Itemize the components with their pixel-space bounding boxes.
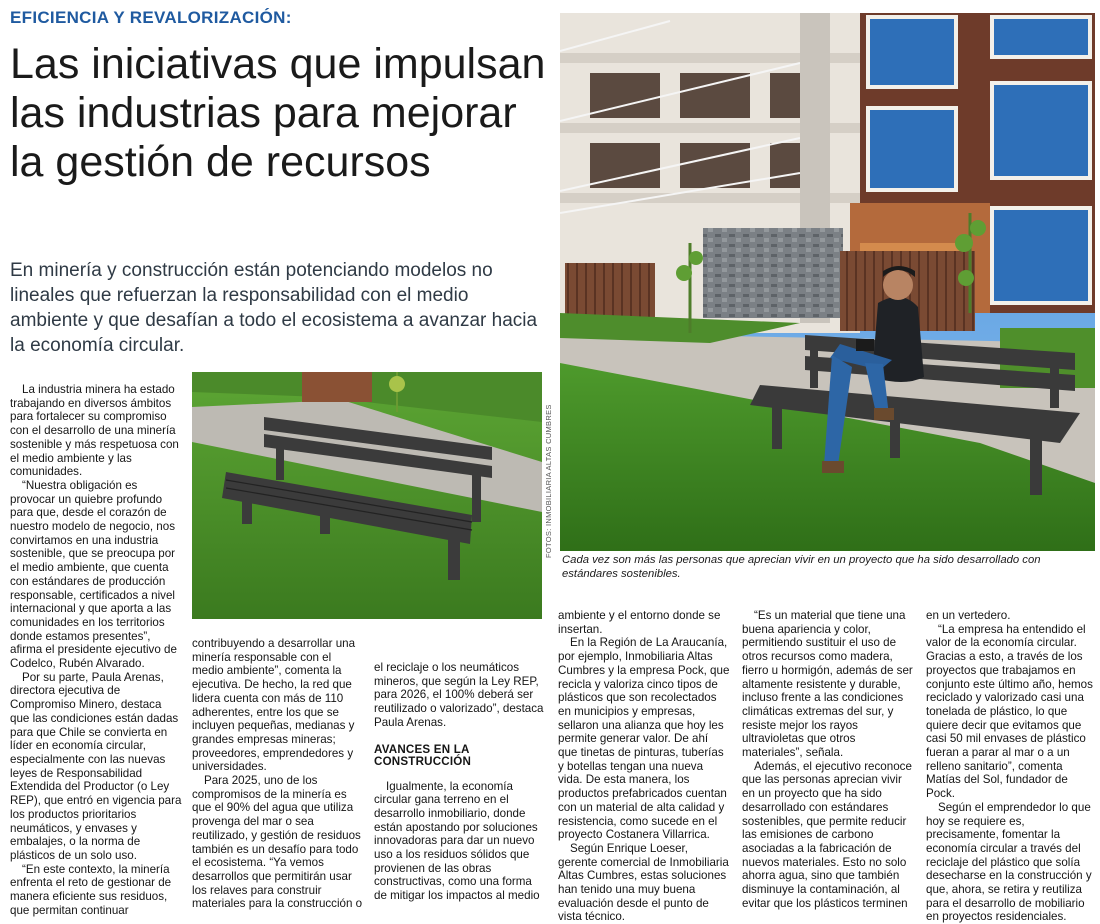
paragraph: “La empresa ha entendido el valor de la economía circular. Gracias a esto, a través de los proyectos que trabajamos en conjunto este último año, hemos reciclado y valorizado casi una tonelada de plástico, lo que quiere decir que evitamos que casi 50 mil envases de plástico fueran a parar al mar o a un relleno sanitario”, comenta Matías del Sol, fundador de Pock. — [926, 622, 1093, 801]
main-photo-caption: Cada vez son más las personas que aprecian vivir en un proyecto que ha sido desarrollado con estándares sostenibles. — [562, 554, 1041, 580]
paragraph: Para 2025, uno de los compromisos de la minería es que el 90% del agua que utiliza provenga del mar o sea reutilizado, y gestión de residuos también es un desafío para todo el ecosistema. “Ya vemos desarrollos que permitirán usar los relaves para construir materiales para la construcción o — [192, 774, 363, 911]
column-5 — [742, 609, 914, 910]
photo-credit: FOTOS: INMOBILIARIA ALTAS CUMBRES — [544, 404, 553, 558]
paragraph: “En este contexto, la minería enfrenta el reto de gestionar de manera eficiente sus residuos, que permitan continuar — [10, 862, 172, 917]
deck: En minería y construcción están potenciando modelos no lineales que refuerzan la responsabilidad con el medio ambiente y que desafían a todo el ecosistema a avanzar hacia la economía circular. — [10, 260, 538, 356]
main-photo — [560, 13, 1095, 551]
subheading: AVANCES EN LA CONSTRUCCIÓN — [374, 742, 472, 768]
column-3 — [374, 661, 546, 903]
bench-photo — [192, 372, 542, 619]
paragraph: Además, el ejecutivo reconoce que las personas aprecian vivir en un proyecto que ha sido desarrollado con estándares sostenibles, que permite reducir las emisiones de carbono asociadas a la fabricación de nuevos materiales. Esto no solo ahorra agua, sino que también disminuye la contaminación, al evitar que los plásticos terminen — [742, 759, 912, 910]
paragraph: Igualmente, la economía circular gana terreno en el desarrollo inmobiliario, donde están apostando por soluciones innovadoras para dar un nuevo uso a los residuos sólidos que provienen de las obras constructivas, como una forma de mitigar los impactos al medio — [374, 779, 540, 903]
paragraph: ambiente y el entorno donde se insertan. — [558, 609, 721, 636]
column-2 — [192, 637, 364, 911]
paragraph: En la Región de La Araucanía, por ejemplo, Inmobiliaria Altas Cumbres y la empresa Pock, que recicla y valoriza cinco tipos de plásticos que son recolectados en municipios y empresas, sellaron una alianza que hoy les permite generar valor. De ahí que tinetas de pinturas, tuberías y botellas tengan una nueva vida. De esta manera, los productos prefabricados cuentan con un material de alta calidad y resistencia, como sucede en el proyecto Costanera Villarrica. — [558, 636, 730, 842]
column-4 — [558, 609, 730, 924]
column-1 — [10, 383, 182, 917]
paragraph: Por su parte, Paula Arenas, directora ejecutiva de Compromiso Minero, destaca que las condiciones están dadas para que Chile se convierta en líder en economía circular, especialmente con las nuevas leyes de Responsabilidad Extendida del Productor (o Ley REP), que entró en vigencia para los productos prioritarios neumáticos, y envases y embalajes, o la norma de plásticos de un solo uso. — [10, 670, 182, 862]
paragraph: el reciclaje o los neumáticos mineros, que según la Ley REP, para 2026, el 100% deberá ser reutilizado o valorizado”, destaca Paula Arenas. — [374, 661, 544, 729]
paragraph: “Es un material que tiene una buena apariencia y color, permitiendo sustituir el uso de otros recursos como madera, fierro u hormigón, además de ser altamente resistente y durable, incluso frente a las condiciones climáticas extremas del sur, y resiste mejor los rayos ultravioletas que otros materiales”, señala. — [742, 609, 913, 760]
paragraph: contribuyendo a desarrollar una minería responsable con el medio ambiente”, comenta la ejecutiva. De hecho, la red que lidera cuenta con más de 110 adherentes, entre los que se incluyen pequeñas, medianas y grandes empresas mineras; proveedores, emprendedores y universidades. — [192, 637, 356, 774]
paragraph: Según Enrique Loeser, gerente comercial de Inmobiliaria Altas Cumbres, estas soluciones han tenido una muy buena evaluación desde el punto de vista técnico. — [558, 841, 729, 924]
paragraph: en un vertedero. — [926, 609, 1011, 622]
column-6 — [926, 609, 1094, 924]
headline: Las iniciativas que impulsan las industrias para mejorar la gestión de recursos — [10, 40, 546, 186]
paragraph: “Nuestra obligación es provocar un quiebre profundo para que, desde el corazón de nuestro modelo de negocio, nos convirtamos en una industria sostenible, que se preocupa por el medio ambiente, que cuenta con estándares de producción responsable, certificados a nivel internacional y que aporta a las comunidades en los territorios donde estamos presentes”, afirma el presidente ejecutivo de Codelco, Rubén Alvarado. — [10, 478, 177, 671]
paragraph: Según el emprendedor lo que hoy se requiere es, precisamente, fomentar la economía circular a través del reciclaje del plástico que solía desecharse en la construcción y que, ahora, se retira y reutiliza para el desarrollo de mobiliario en proyectos residenciales. — [926, 800, 1092, 924]
paragraph: La industria minera ha estado trabajando en diversos ámbitos para fortalecer su compromiso con el desarrollo de una minería sostenible y más respetuosa con el medio ambiente y las comunidades. — [10, 383, 179, 479]
section-kicker: EFICIENCIA Y REVALORIZACIÓN: — [10, 8, 292, 27]
